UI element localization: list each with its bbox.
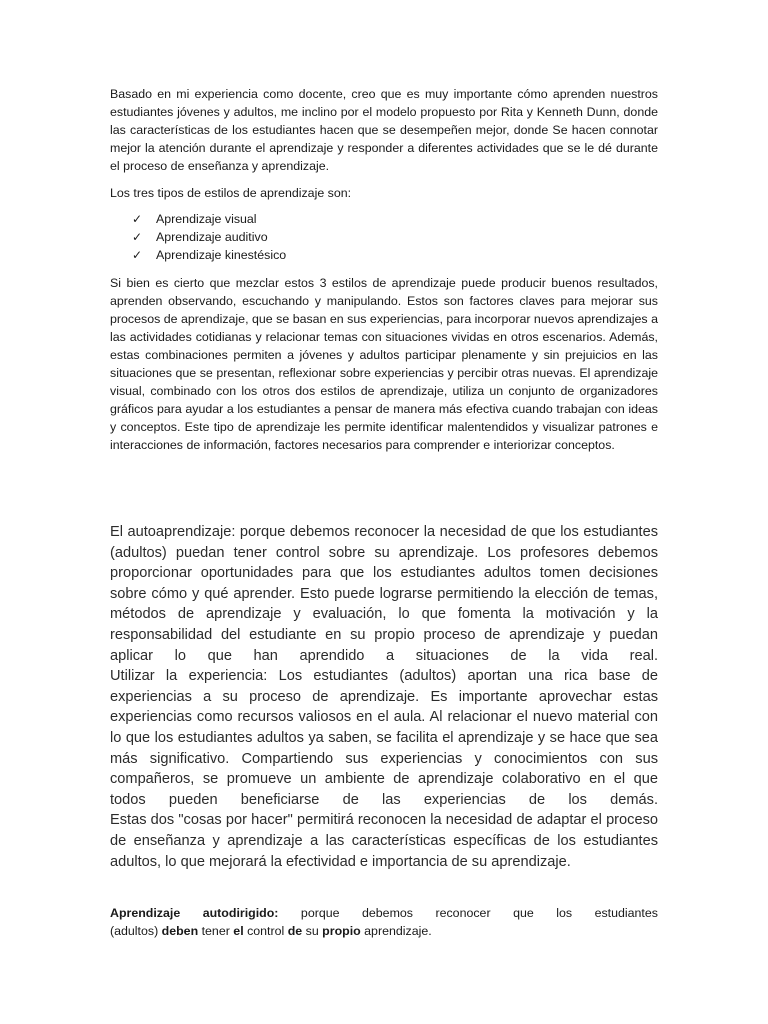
learning-styles-list (110, 210, 286, 264)
bold-word: autodirigido: (202, 906, 279, 920)
list-item-label: Aprendizaje visual (156, 212, 257, 226)
list-item-label: Aprendizaje auditivo (156, 230, 268, 244)
text-line: de enseñanza y aprendizaje a las características específicas de los estudiantes (110, 832, 658, 849)
word: estudiantes (594, 906, 658, 920)
text-run: control (243, 924, 288, 938)
text-line: (adultos) puedan tener control sobre su aprendizaje. Los profesores debemos (110, 544, 658, 561)
bold-word: Aprendizaje (110, 906, 181, 920)
text-line: más significativo. Compartiendo sus experiencias y conocimientos con sus (110, 750, 658, 767)
paragraph-intro: Basado en mi experiencia como docente, creo que es muy importante cómo aprenden nuestros estudiantes jóvenes y adultos, me inclino por el modelo propuesto por Rita y Kenneth Dunn, donde las características de los estudiantes hacen que se desempeñen mejor, donde Se hacen connotar mejor la atención durante el aprendizaje y responder a diferentes actividades que se le dé durante el proceso de enseñanza y aprendizaje. (110, 87, 658, 173)
list-item (110, 228, 286, 246)
list-item (110, 210, 286, 228)
text-line: lo que los estudiantes adultos ya saben, se facilita el aprendizaje y se hace que sea (110, 729, 658, 746)
checkmark-icon: ✓ (132, 230, 143, 244)
word: reconocer (435, 906, 491, 920)
document-page (110, 0, 658, 1024)
text-line (110, 904, 658, 922)
text-line: experiencias a su proceso de aprendizaje. Es importante aprovechar estas (110, 688, 658, 705)
paragraph-mixing-styles: Si bien es cierto que mezclar estos 3 estilos de aprendizaje puede producir buenos resultados, aprenden observando, escuchando y manipulando. Estos son factores claves para mejorar sus procesos de aprendizaje, que se basan en sus experiencias, para incorporar nuevos aprendizajes a las actividades cotidianas y relacionar temas con situaciones vividas en otros escenarios. Además, estas combinaciones permiten a jóvenes y adultos participar plenamente y sin prejuicios en las situaciones que se presentan, reflexionar sobre experiencias y percibir otras nuevas. El aprendizaje visual, combinado con los otros dos estilos de aprendizaje, utiliza un conjunto de organizadores gráficos para ayudar a los estudiantes a pensar de manera más efectiva cuando trabajan con ideas y conceptos. Este tipo de aprendizaje les permite identificar malentendidos y visualizar patrones e interacciones de información, factores necesarios para comprender e interiorizar conceptos. (110, 276, 658, 452)
word: porque (300, 906, 340, 920)
bold-word: el (233, 924, 244, 938)
bold-word: deben (161, 924, 199, 938)
paragraph-self-directed (110, 904, 658, 940)
text-line: compañeros, se promueve un ambiente de aprendizaje colaborativo en el que (110, 771, 658, 788)
text-line: El autoaprendizaje: porque debemos reconocer la necesidad de que los estudiantes (110, 524, 658, 540)
text-line: Utilizar la experiencia: Los estudiantes (adultos) aportan una rica base de (110, 668, 658, 685)
text-run: su (302, 924, 323, 938)
text-run: aprendizaje. (360, 924, 432, 938)
text-line: responsabilidad del estudiante en su propio proceso de aprendizaje y puedan (110, 626, 658, 643)
text-line: sobre cómo y qué aprender. Esto puede lograrse permitiendo la elección de temas, (110, 585, 658, 602)
word: debemos (362, 906, 413, 920)
word: los (556, 906, 573, 920)
checkmark-icon: ✓ (132, 248, 143, 262)
text-run: (adultos) (110, 924, 162, 938)
paragraph-self-learning (110, 522, 658, 872)
text-line: Estas dos "cosas por hacer" permitirá reconocen la necesidad de adaptar el proceso (110, 812, 658, 829)
text-line: adultos, lo que mejorará la efectividad e importancia de su aprendizaje. (110, 853, 571, 870)
text-line: experiencias como recursos valiosos en el aula. Al relacionar el nuevo material con (110, 709, 658, 726)
text-line: todos pueden beneficiarse de las experiencias de los demás. (110, 791, 658, 808)
paragraph-styles-heading: Los tres tipos de estilos de aprendizaje son: (110, 186, 352, 200)
text-line: aplicar lo que han aprendido a situaciones de la vida real. (110, 647, 658, 664)
list-item-label: Aprendizaje kinestésico (156, 248, 287, 262)
bold-word: propio (322, 924, 361, 938)
bold-word: de (287, 924, 303, 938)
text-line (110, 922, 658, 940)
list-item (110, 246, 286, 264)
text-line: métodos de aprendizaje y evaluación, lo que fomenta la motivación y la (110, 606, 658, 623)
checkmark-icon: ✓ (132, 212, 143, 226)
word: que (513, 906, 534, 920)
text-run: tener (198, 924, 234, 938)
text-line: proporcionar oportunidades para que los estudiantes adultos tomen decisiones (110, 565, 658, 582)
